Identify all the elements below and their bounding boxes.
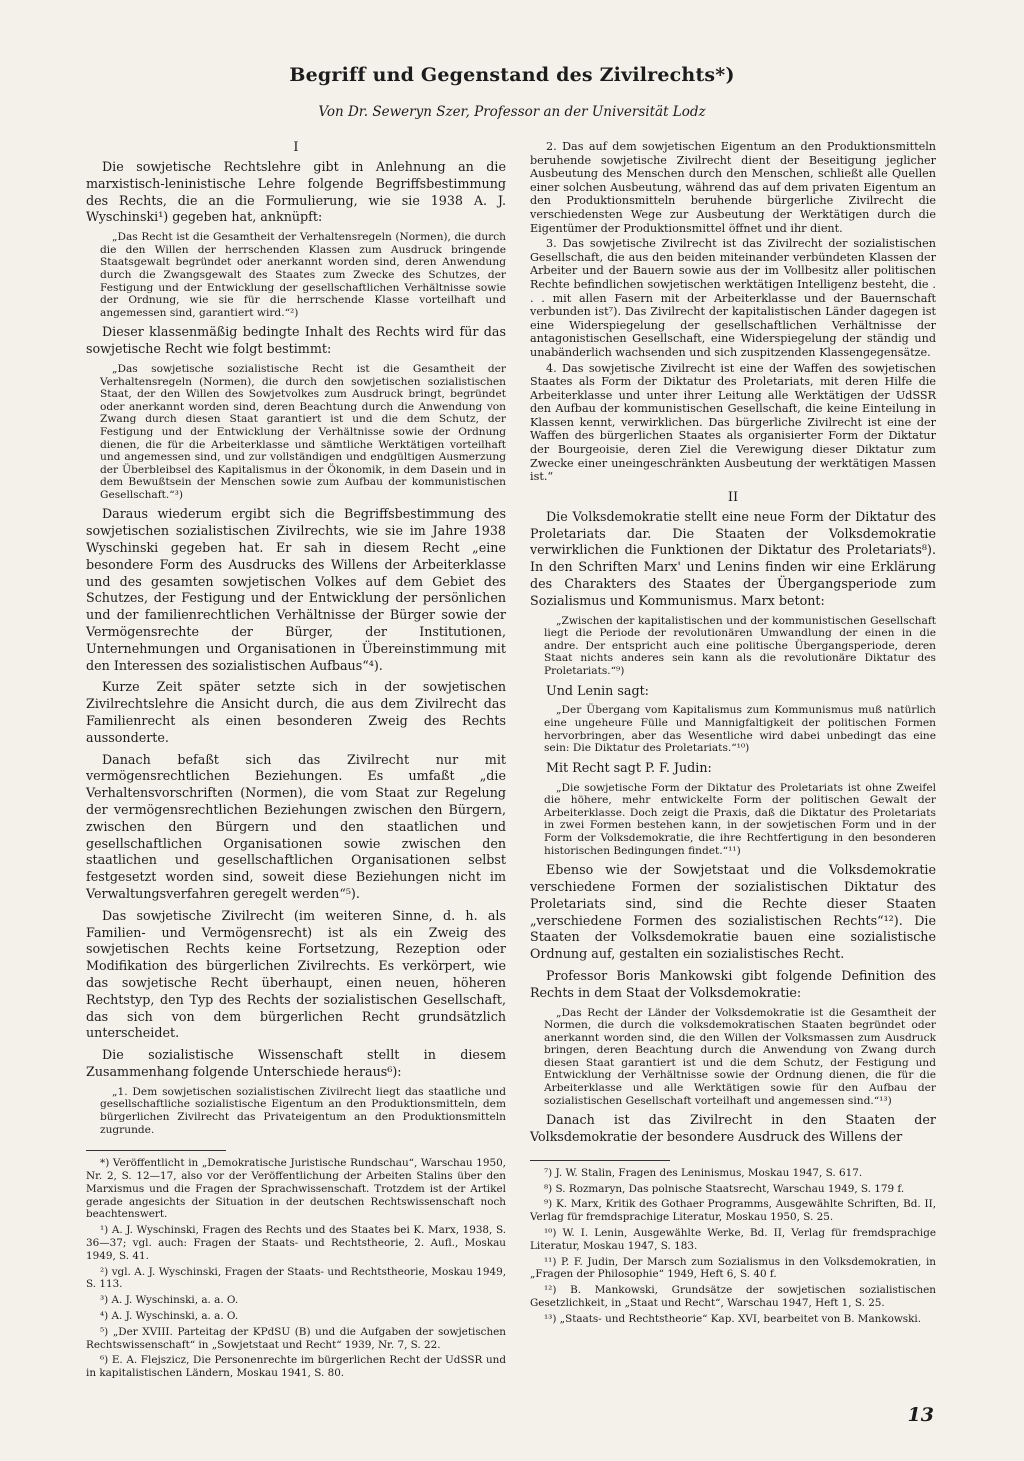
footnotes-left <box>86 1157 506 1380</box>
paragraph: Dieser klassenmäßig bedingte Inhalt des Rechts wird für das sowjetische Recht wie folgt bestimmt: <box>86 324 506 357</box>
paragraph: Professor Boris Mankowski gibt folgende Definition des Rechts in dem Staat der Volksdemokratie: <box>530 967 936 1000</box>
paragraph: Und Lenin sagt: <box>546 682 649 698</box>
paragraph: Danach ist das Zivilrecht in den Staaten der Volksdemokratie der besondere Ausdruck des Willens der <box>530 1112 936 1145</box>
footnote-divider <box>530 1160 670 1161</box>
block-quote: „Das Recht der Länder der Volksdemokratie ist die Gesamtheit der Normen, die durch die volksdemokratischen Staaten begründet oder anerkannt worden sind, die den Willen der Volksmassen zum Ausdruck bringen, deren Beachtung durch die Anwendung von Zwang durch diesen Staat garantiert ist und die dem Schutz, der Festigung und Entwicklung der Verhältnisse sowie der Ordnung dienen, die für die Arbeiterklasse und alle Werktätigen sowie für den Aufbau der sozialistischen Gesellschaft vorteilhaft und angemessen sind.“¹³) <box>544 1006 936 1107</box>
paragraph: Ebenso wie der Sowjetstaat und die Volksdemokratie verschiedene Formen der sozialistischen Diktatur des Proletariats sind, sind die Rechte dieser Staaten „verschiedene Formen des sozialistischen Rechts“¹²). Die Staaten der Volksdemokratie bauen eine sozialistische Ordnung auf, gestalten ein sozialistisches Recht. <box>530 862 936 962</box>
footnote: *) Veröffentlicht in „Demokratische Juristische Rundschau“, Warschau 1950, Nr. 2, S. 12—17, also vor der Veröffentlichung der Arbeiten Stalins über den Marxismus und die Fragen der Sprachwissenschaft. Trotzdem ist der Artikel gerade angesichts der Situation in der deutschen Rechtswissenschaft noch beachtenswert. <box>86 1157 506 1221</box>
article-byline: Von Dr. Seweryn Szer, Professor an der Universität Lodz <box>318 104 706 120</box>
footnote: ¹) A. J. Wyschinski, Fragen des Rechts und des Staates bei K. Marx, 1938, S. 36—37; vgl. auch: Fragen der Staats- und Rechtstheorie, 2. Aufl., Moskau 1949, S. 41. <box>86 1224 506 1262</box>
paragraph: Kurze Zeit später setzte sich in der sowjetischen Zivilrechtslehre die Ansicht durch, die aus dem Zivilrecht das Familienrecht als einen besonderen Zweig des Rechts aussonderte. <box>86 679 506 745</box>
list-paragraph: 2. Das auf dem sowjetischen Eigentum an den Produktionsmitteln beruhende sowjetische Zivilrecht dient der Beseitigung jeglicher Ausbeutung des Menschen durch den Menschen, schließt alle Quellen einer solchen Ausbeutung, während das auf dem privaten Eigentum an den Produktionsmitteln beruhende bürgerliche Zivilrecht die verschiedensten Wege zur Ausbeutung der Werktätigen durch die Eigentümer der Produktionsmittel öffnet und ihr dient. <box>530 140 936 235</box>
block-quote: „1. Dem sowjetischen sozialistischen Zivilrecht liegt das staatliche und gesellschaftliche sozialistische Eigentum an den Produktionsmitteln, dem bürgerlichen Zivilrecht das Privateigentum an den Produktionsmitteln zugrunde. <box>100 1085 506 1136</box>
footnote: ⁶) E. A. Flejszicz, Die Personenrechte im bürgerlichen Recht der UdSSR und in kapitalistischen Ländern, Moskau 1941, S. 80. <box>86 1354 506 1380</box>
paragraph: Die sowjetische Rechtslehre gibt in Anlehnung an die marxistisch-leninistische Lehre folgende Begriffsbestimmung des Rechts, die an die Formulierung, wie sie 1938 A. J. Wyschinski¹) gegeben hat, anknüpft: <box>86 159 506 225</box>
footnote: ⁵) „Der XVIII. Parteitag der KPdSU (B) und die Aufgaben der sowjetischen Rechtswissenschaft“ in „Sowjetstaat und Recht“ 1939, Nr. 7, S. 22. <box>86 1325 506 1351</box>
left-column <box>86 140 506 1383</box>
footnote: ¹¹) P. F. Judin, Der Marsch zum Sozialismus in den Volksdemokratien, in „Fragen der Philosophie“ 1949, Heft 6, S. 40 f. <box>530 1255 936 1281</box>
list-paragraph: 3. Das sowjetische Zivilrecht ist das Zivilrecht der sozialistischen Gesellschaft, die aus den beiden miteinander verbündeten Klassen der Arbeiter und der Bauern sowie aus der im Vollbesitz aller politischen Rechte befindlichen sowjetischen werktätigen Intelligenz besteht, die . . . mit allen Fasern mit der Arbeiterklasse und der Bauernschaft verbunden ist⁷). Das Zivilrecht der kapitalistischen Länder dagegen ist eine Widerspiegelung der gesellschaftlichen Verhältnisse der antagonistischen Gesellschaft, eine Widerspiegelung der ständig und unabänderlich wachsenden und sich zuspitzenden Klassengegensätze. <box>530 237 936 359</box>
block-quote: „Zwischen der kapitalistischen und der kommunistischen Gesellschaft liegt die Periode der revolutionären Umwandlung der einen in die andre. Der entspricht auch eine politische Übergangsperiode, deren Staat nichts anderes sein kann als die revolutionäre Diktatur des Proletariats.“⁹) <box>544 614 936 677</box>
paragraph: Das sowjetische Zivilrecht (im weiteren Sinne, d. h. als Familien- und Vermögensrecht) ist als ein Zweig des sowjetischen Rechts keine Fortsetzung, Rezeption oder Modifikation des bürgerlichen Zivilrechts. Es verkörpert, wie das sowjetische Recht überhaupt, einen neuen, höheren Rechtstyp, den Typ des Rechts der sozialistischen Gesellschaft, das sich von dem bürgerlichen Recht grundsätzlich unterscheidet. <box>86 907 506 1041</box>
footnote: ⁷) J. W. Stalin, Fragen des Leninismus, Moskau 1947, S. 617. <box>544 1166 863 1179</box>
footnote: ⁸) S. Rozmaryn, Das polnische Staatsrecht, Warschau 1949, S. 179 f. <box>544 1182 905 1195</box>
footnote: ²) vgl. A. J. Wyschinski, Fragen der Staats- und Rechtstheorie, Moskau 1949, S. 113. <box>86 1265 506 1291</box>
footnotes-right <box>530 1167 936 1326</box>
paragraph: Die sozialistische Wissenschaft stellt in diesem Zusammenhang folgende Unterschiede heraus⁶): <box>86 1047 506 1079</box>
section-heading-ii: II <box>727 489 739 505</box>
footnote-divider <box>86 1150 226 1151</box>
footnote: ¹³) „Staats- und Rechtstheorie“ Kap. XVI, bearbeitet von B. Mankowski. <box>544 1312 922 1325</box>
block-quote: „Die sowjetische Form der Diktatur des Proletariats ist ohne Zweifel die höhere, mehr entwickelte Form der politischen Gewalt der Arbeiterklasse. Doch zeigt die Praxis, daß die Diktatur des Proletariats in zwei Formen bestehen kann, in der sowjetischen Form und in der Form der Volksdemokratie, die ihre Rechtfertigung in den besonderen historischen Bedingungen findet.“¹¹) <box>544 781 936 857</box>
footnote: ³) A. J. Wyschinski, a. a. O. <box>100 1294 239 1307</box>
paragraph: Danach befaßt sich das Zivilrecht nur mit vermögensrechtlichen Beziehungen. Es umfaßt „die Verhaltensvorschriften (Normen), die vom Staat zur Regelung der vermögensrechtlichen Beziehungen zwischen den Bürgern, zwischen den Bürgern und den staatlichen und gesellschaftlichen Organisationen sowie zwischen den staatlichen und gesellschaftlichen Organisationen selbst festgesetzt worden sind, soweit diese Beziehungen nicht im Verwaltungsverfahren geregelt werden“⁵). <box>86 751 506 901</box>
footnote: ¹⁰) W. I. Lenin, Ausgewählte Werke, Bd. II, Verlag für fremdsprachige Literatur, Moskau 1947, S. 183. <box>530 1227 936 1252</box>
article-title: Begriff und Gegenstand des Zivilrechts*) <box>289 64 735 86</box>
section-heading-i: I <box>293 140 299 155</box>
paragraph: Mit Recht sagt P. F. Judin: <box>546 759 712 775</box>
right-column <box>530 140 936 1329</box>
paragraph: Daraus wiederum ergibt sich die Begriffsbestimmung des sowjetischen sozialistischen Zivilrechts, wie sie im Jahre 1938 Wyschinski gegeben hat. Er sah in diesem Recht „eine besondere Form des Ausdrucks des Willens der Arbeiterklasse und des gesamten sowjetischen Volkes auf dem Gebiet des Schutzes, der Festigung und der Entwicklung der persönlichen und der familienrechtlichen Verhältnisse der Bürger sowie der Vermögensrechte der Bürger, der Institutionen, Unternehmungen und Organisationen in Übereinstimmung mit den Interessen des sozialistischen Aufbaus“⁴). <box>86 506 506 673</box>
list-paragraph: 4. Das sowjetische Zivilrecht ist eine der Waffen des sowjetischen Staates als Form der Diktatur des Proletariats, mit deren Hilfe die Arbeiterklasse und unter ihrer Leitung alle Werktätigen der UdSSR den Aufbau der kommunistischen Gesellschaft, die keine Einteilung in Klassen kennt, verwirklichen. Das bürgerliche Zivilrecht ist eine der Waffen des bürgerlichen Staates als organisierter Form der Diktatur der Bourgeoisie, deren Ziel die Verewigung dieser Diktatur zum Zwecke einer uneingeschränkten Ausbeutung der werktätigen Massen ist.“ <box>530 361 936 484</box>
block-quote: „Das sowjetische sozialistische Recht ist die Gesamtheit der Verhaltensregeln (Normen), die durch den sowjetischen sozialistischen Staat, der den Willen des Sowjetvolkes zum Ausdruck bringt, begründet oder anerkannt worden sind, deren Beachtung durch die Anwendung von Zwang durch diesen Staat garantiert ist und die dem Schutz, der Festigung und der Entwicklung der Verhältnisse sowie der Ordnung dienen, die für die Arbeiterklasse und sämtliche Werktätigen vorteilhaft und angemessen sind, und zur vollständigen und endgültigen Ausmerzung der Überbleibsel des Kapitalismus in der Ökonomik, in dem Dasein und in dem Bewußtsein der Menschen sowie zum Aufbau der kommunistischen Gesellschaft.“³) <box>100 362 506 501</box>
footnote: ⁹) K. Marx, Kritik des Gothaer Programms, Ausgewählte Schriften, Bd. II, Verlag für fremdsprachige Literatur, Moskau 1950, S. 25. <box>530 1198 936 1224</box>
page-number: 13 <box>907 1404 934 1426</box>
footnote: ⁴) A. J. Wyschinski, a. a. O. <box>100 1309 239 1322</box>
block-quote: „Das Recht ist die Gesamtheit der Verhaltensregeln (Normen), die durch die den Willen der herrschenden Klassen zum Ausdruck bringende Staatsgewalt begründet oder anerkannt worden sind, deren Anwendung durch die Zwangsgewalt des Staates zum Zwecke des Schutzes, der Festigung und der Entwicklung der gesellschaftlichen Verhältnisse sowie der Ordnung, wie sie für die herrschende Klasse vorteilhaft und angemessen sind, garantiert wird.“²) <box>100 231 506 319</box>
footnote: ¹²) B. Mankowski, Grundsätze der sowjetischen sozialistischen Gesetzlichkeit, in „Staat und Recht“, Warschau 1947, Heft 1, S. 25. <box>530 1284 936 1310</box>
paragraph: Die Volksdemokratie stellt eine neue Form der Diktatur des Proletariats dar. Die Staaten der Volksdemokratie verwirklichen die Funktionen der Diktatur des Proletariats⁸). In den Schriften Marx' und Lenins finden wir eine Erklärung des Charakters des Staates der Übergangsperiode zum Sozialismus und Kommunismus. Marx betont: <box>530 508 936 608</box>
block-quote: „Der Übergang vom Kapitalismus zum Kommunismus muß natürlich eine ungeheure Fülle und Mannigfaltigkeit der politischen Formen hervorbringen, aber das Wesentliche wird dabei unbedingt das eine sein: Die Diktatur des Proletariats.“¹⁰) <box>544 704 936 755</box>
